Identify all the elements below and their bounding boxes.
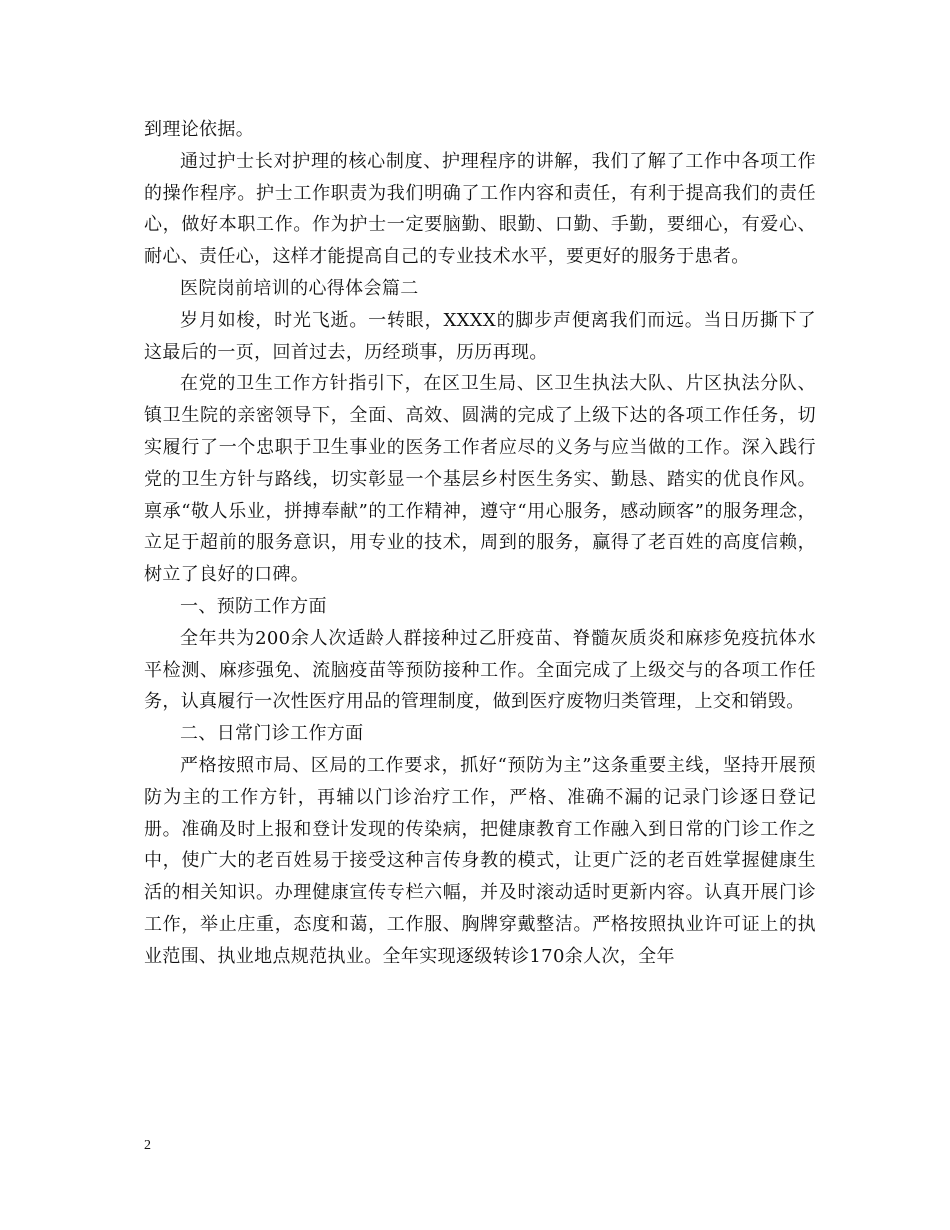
paragraph: 严格按照市局、区局的工作要求，抓好“预防为主”这条重要主线，坚持开展预防为主的工作方针，再辅以门诊治疗工作，严格、准确不漏的记录门诊逐日登记册。准确及时上报和登计发现的传染病，把健康教育工作融入到日常的门诊工作之中，使广大的老百姓易于接受这种言传身教的模式，让更广泛的老百姓掌握健康生活的相关知识。办理健康宣传专栏六幅，并及时滚动适时更新内容。认真开展门诊工作，举止庄重，态度和蔼，工作服、胸牌穿戴整洁。严格按照执业许可证上的执业范围、执业地点规范执业。全年实现逐级转诊170余人次，全年: [144, 754, 816, 967]
paragraph: 到理论依据。: [144, 119, 255, 140]
paragraph: 在党的卫生工作方针指引下，在区卫生局、区卫生执法大队、片区执法分队、镇卫生院的亲密领导下，全面、高效、圆满的完成了上级下达的各项工作任务，切实履行了一个忠职于卫生事业的医务工作者应尽的义务与应当做的工作。深入践行党的卫生方针与路线，切实彰显一个基层乡村医生务实、勤恳、踏实的优良作风。禀承“敬人乐业，拼搏奉献”的工作精神，遵守“用心服务，感动顾客”的服务理念，立足于超前的服务意识，用专业的技术，周到的服务，赢得了老百姓的高度信赖，树立了良好的口碑。: [144, 373, 816, 586]
section-heading: 医院岗前培训的心得体会篇二: [180, 277, 419, 299]
paragraph: 通过护士长对护理的核心制度、护理程序的讲解，我们了解了工作中各项工作的操作程序。护士工作职责为我们明确了工作内容和责任，有利于提高我们的责任心，做好本职工作。作为护士一定要脑勤、眼勤、口勤、手勤，要细心，有爱心、耐心、责任心，这样才能提高自己的专业技术水平，要更好的服务于患者。: [144, 150, 816, 268]
page-number: 2: [144, 1138, 151, 1153]
paragraph: 岁月如梭，时光飞逝。一转眼，XXXX的脚步声便离我们而远。当日历撕下了这最后的一页，回首过去，历经琐事，历历再现。: [144, 309, 816, 363]
paragraph: 全年共为200余人次适龄人群接种过乙肝疫苗、脊髓灰质炎和麻疹免疫抗体水平检测、麻疹强免、流脑疫苗等预防接种工作。全面完成了上级交与的各项工作任务，认真履行一次性医疗用品的管理制度，做到医疗废物归类管理，上交和销毁。: [144, 627, 816, 713]
document-body: [144, 114, 816, 973]
section-heading: 二、日常门诊工作方面: [180, 723, 364, 745]
section-heading: 一、预防工作方面: [180, 595, 327, 617]
